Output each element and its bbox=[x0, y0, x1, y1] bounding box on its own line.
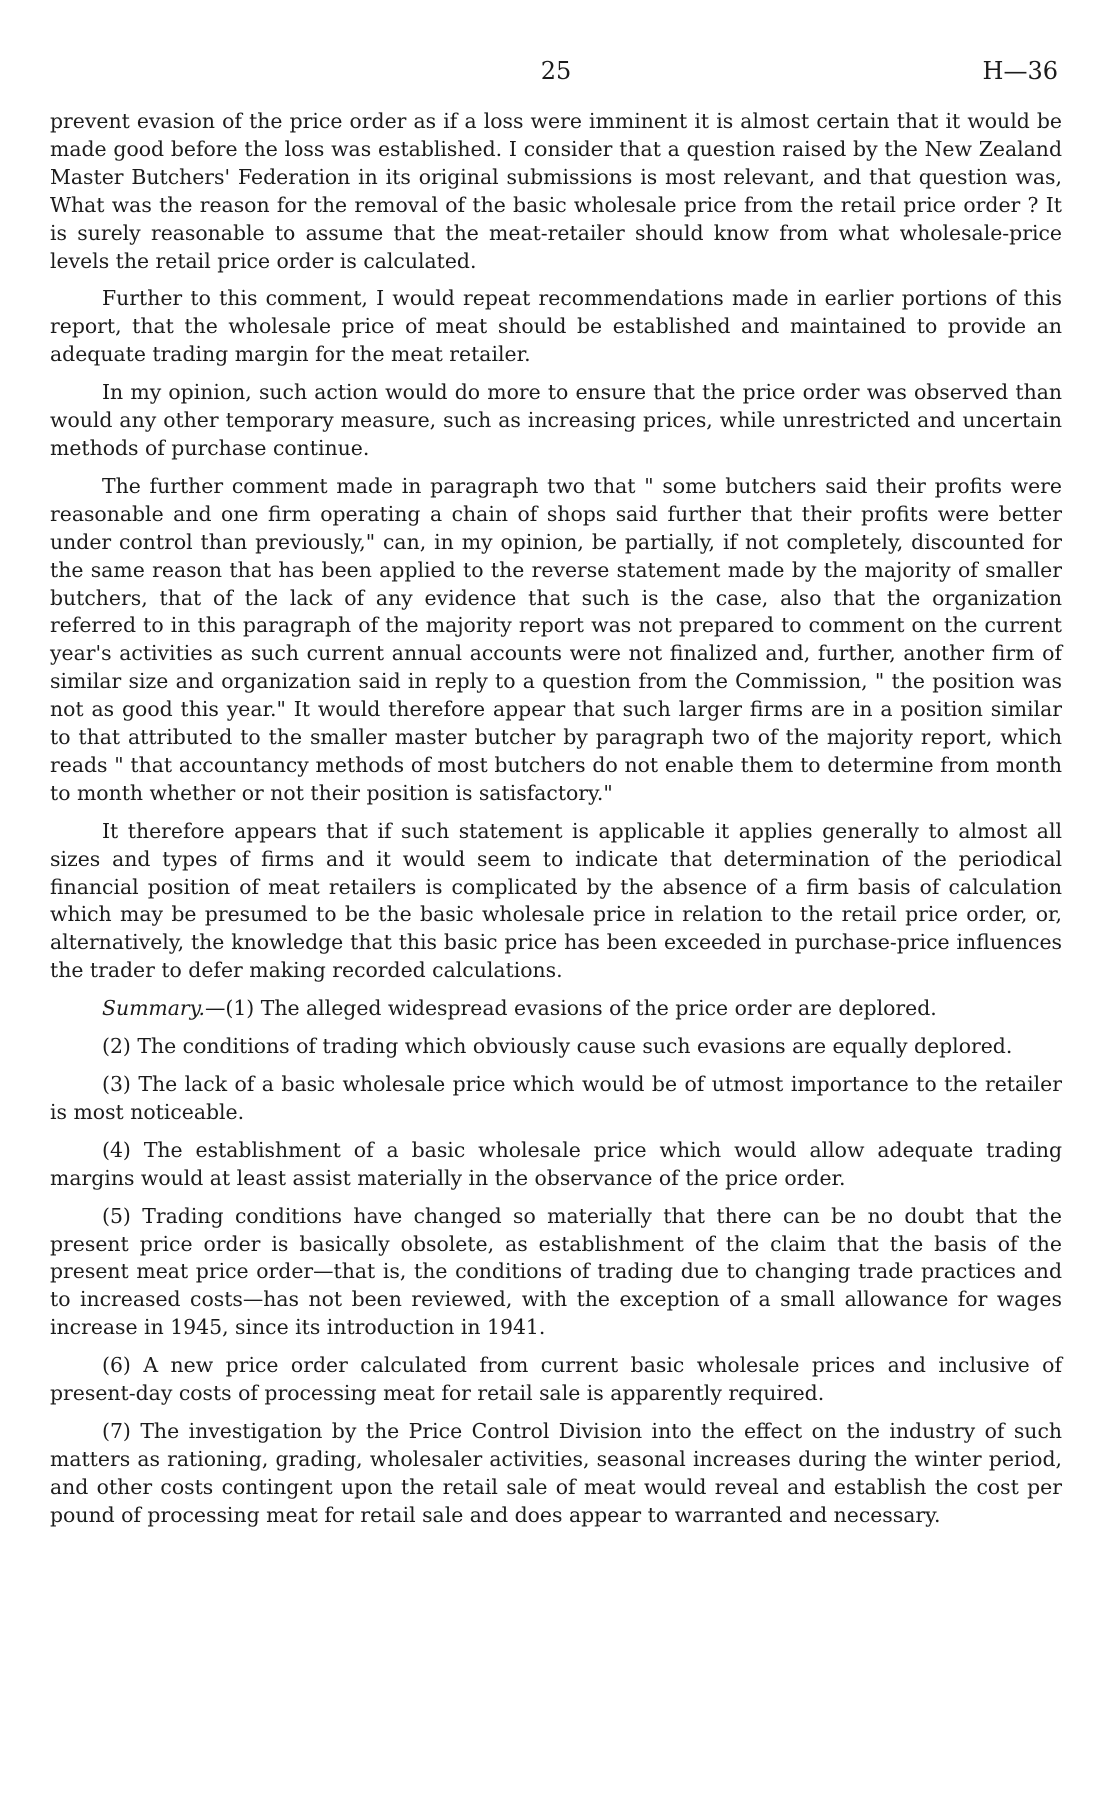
paragraph-continued: prevent evasion of the price order as if a loss were imminent it is almost certain that it would be made good before the loss was established. I consider that a question raised by the New Zealand Master Butchers' Federation in its original submissions is most relevant, and that question was, What was the reason for the removal of the basic wholesale price from the retail price order ? It is surely reasonable to assume that the meat-retailer should know from what wholesale-price levels the retail price order is calculated. bbox=[50, 109, 1062, 273]
summary-dash: — bbox=[204, 996, 226, 1021]
summary-item-text: (1) The alleged widespread evasions of the price order are deplored. bbox=[225, 996, 937, 1021]
paragraph: In my opinion, such action would do more to ensure that the price order was observed than would any other temporary measure, such as increasing prices, while unrestricted and uncertain methods of purchase continue. bbox=[50, 380, 1062, 460]
document-reference: H—36 bbox=[982, 57, 1058, 85]
paragraph: The further comment made in paragraph two that " some butchers said their profits were reasonable and one firm operating a chain of shops said further that their profits were better under control than previously," can, in my opinion, be partially, if not completely, discounted for the same reason that has been applied to the reverse statement made by the majority of smaller butchers, that of the lack of any evidence that such is the case, also that the organization referred to in this paragraph of the majority report was not prepared to comment on the current year's activities as such current annual accounts were not finalized and, further, another firm of similar size and organization said in reply to a question from the Commission, " the position was not as good this year." It would therefore appear that such larger firms are in a position similar to that attributed to the smaller master butcher by paragraph two of the majority report, which reads " that accountancy methods of most butchers do not enable them to determine from month to month whether or not their position is satisfactory." bbox=[50, 473, 1062, 805]
page-header bbox=[50, 56, 1062, 90]
summary-item-3: (3) The lack of a basic wholesale price which would be of utmost importance to the retailer is most noticeable. bbox=[50, 1072, 1062, 1124]
summary-item-7: (7) The investigation by the Price Control Division into the effect on the industry of such matters as rationing, grading, wholesaler activities, seasonal increases during the winter period, and other costs contingent upon the retail sale of meat would reveal and establish the cost per pound of processing meat for retail sale and does appear to warranted and necessary. bbox=[50, 1418, 1062, 1527]
summary-item-2: (2) The conditions of trading which obviously cause such evasions are equally deplored. bbox=[102, 1034, 1013, 1059]
summary-item-6: (6) A new price order calculated from current basic wholesale prices and inclusive of present-day costs of processing meat for retail sale is apparently required. bbox=[50, 1353, 1062, 1406]
body-text bbox=[50, 108, 1062, 1540]
summary-item-1 bbox=[50, 995, 1062, 1023]
summary-item-5: (5) Trading conditions have changed so materially that there can be no doubt that the present price order is basically obsolete, as establishment of the claim that the basis of the present meat price order—that is, the conditions of trading due to changing trade practices and to increased costs—has not been reviewed, with the exception of a small allowance for wages increase in 1945, since its introduction in 1941. bbox=[50, 1203, 1062, 1340]
summary-item-4: (4) The establishment of a basic wholesale price which would allow adequate trading margins would at least assist materially in the observance of the price order. bbox=[50, 1137, 1062, 1190]
page-number: 25 bbox=[540, 57, 572, 85]
paragraph: Further to this comment, I would repeat recommendations made in earlier portions of this report, that the wholesale price of meat should be established and maintained to provide an adequate trading margin for the meat retailer. bbox=[50, 286, 1062, 367]
paragraph: It therefore appears that if such statement is applicable it applies generally to almost all sizes and types of firms and it would seem to indicate that determination of the periodical financial position of meat retailers is complicated by the absence of a firm basis of calculation which may be presumed to be the basic wholesale price in relation to the retail price order, or, alternatively, the knowledge that this basic price has been exceeded in purchase-price influences the trader to defer making recorded calculations. bbox=[50, 818, 1062, 983]
summary-heading: Summary. bbox=[102, 996, 205, 1021]
